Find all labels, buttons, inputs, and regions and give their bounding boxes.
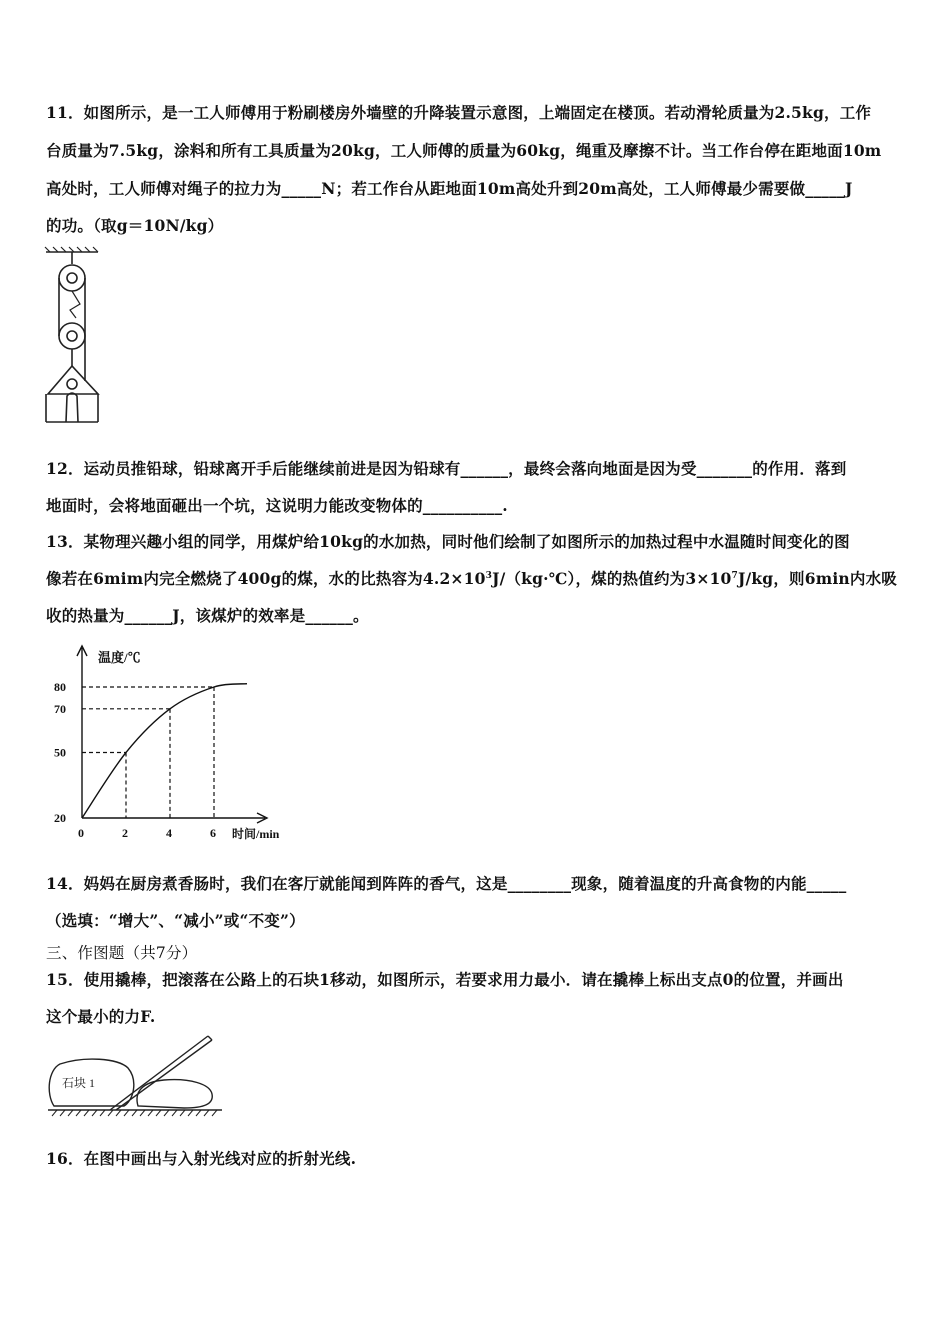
q13-sup-2: 7: [731, 570, 738, 581]
work-platform: [48, 366, 98, 394]
q15-line-2: 这个最小的力F.: [46, 1007, 156, 1026]
section-heading: 三、作图题（共7分）: [46, 944, 198, 962]
crowbar: [110, 1036, 208, 1110]
q13-line-2: [46, 567, 897, 589]
q12-line-1: 12．运动员推铅球，铅球离开手后能继续前进是因为铅球有______，最终会落向地面是因为受_______的作用．落到: [46, 459, 847, 478]
fixed-pulley-icon: [59, 265, 85, 291]
y-axis-label: 温度/℃: [98, 650, 141, 665]
x-tick-0: 0: [78, 826, 84, 840]
q14-line-2: （选填：“增大”、“减小”或“不变”）: [46, 911, 305, 930]
x-axis-label: 时间/min: [232, 827, 280, 841]
pulley-lift-diagram: [42, 246, 104, 428]
movable-pulley-icon: [59, 323, 85, 349]
q11-line-1: 11．如图所示，是一工人师傅用于粉刷楼房外墙壁的升降装置示意图，上端固定在楼顶。若动滑轮质量为2.5kg，工作: [46, 103, 872, 122]
y-tick-50: 50: [54, 745, 66, 760]
stone-label: 石块 1: [62, 1076, 96, 1090]
y-tick-80: 80: [54, 680, 66, 694]
crowbar-stone-diagram: [44, 1034, 234, 1118]
y-tick-70: 70: [54, 701, 66, 716]
q13-line-2a: 像若在6mim内完全燃烧了400g的煤，水的比热容为4.2×10: [46, 569, 486, 588]
q12-line-2: 地面时，会将地面砸出一个坑，这说明力能改变物体的__________.: [46, 496, 508, 515]
q13-line-1: 13．某物理兴趣小组的同学，用煤炉给10kg的水加热，同时他们绘制了如图所示的加热过程中水温随时间变化的图: [46, 532, 850, 551]
q13-line-2c: J/kg，则6min内水吸: [737, 569, 897, 588]
temperature-curve: [82, 684, 247, 818]
x-tick-4: 4: [166, 826, 172, 840]
q15-line-1: 15．使用撬棒，把滚落在公路上的石块1移动，如图所示，若要求用力最小．请在撬棒上标出支点0的位置，并画出: [46, 970, 844, 989]
x-tick-2: 2: [122, 826, 128, 840]
q13-line-2b: J/（kg·℃），煤的热值约为3×10: [492, 569, 732, 588]
q14-line-1: 14．妈妈在厨房煮香肠时，我们在客厅就能闻到阵阵的香气，这是________现象，随着温度的升高食物的内能_____: [46, 874, 847, 893]
worker-icon: [67, 379, 77, 389]
small-stone: [137, 1080, 212, 1108]
y-tick-20: 20: [54, 811, 66, 825]
q13-line-3: 收的热量为______J，该煤炉的效率是______。: [46, 606, 369, 625]
temperature-time-chart: [40, 640, 310, 848]
q16-line: 16．在图中画出与入射光线对应的折射光线.: [46, 1149, 357, 1168]
q13-sup-1: 3: [485, 570, 493, 581]
q11-line-3: 高处时，工人师傅对绳子的拉力为_____N；若工作台从距地面10m高处升到20m高处，工人师傅最少需要做_____J: [46, 179, 853, 198]
q11-line-4: 的功。（取g＝10N/kg）: [46, 216, 224, 235]
q11-line-2: 台质量为7.5kg，涂料和所有工具质量为20kg，工人师傅的质量为60kg，绳重及摩擦不计。当工作台停在距地面10m: [46, 141, 882, 160]
x-tick-6: 6: [210, 826, 216, 840]
